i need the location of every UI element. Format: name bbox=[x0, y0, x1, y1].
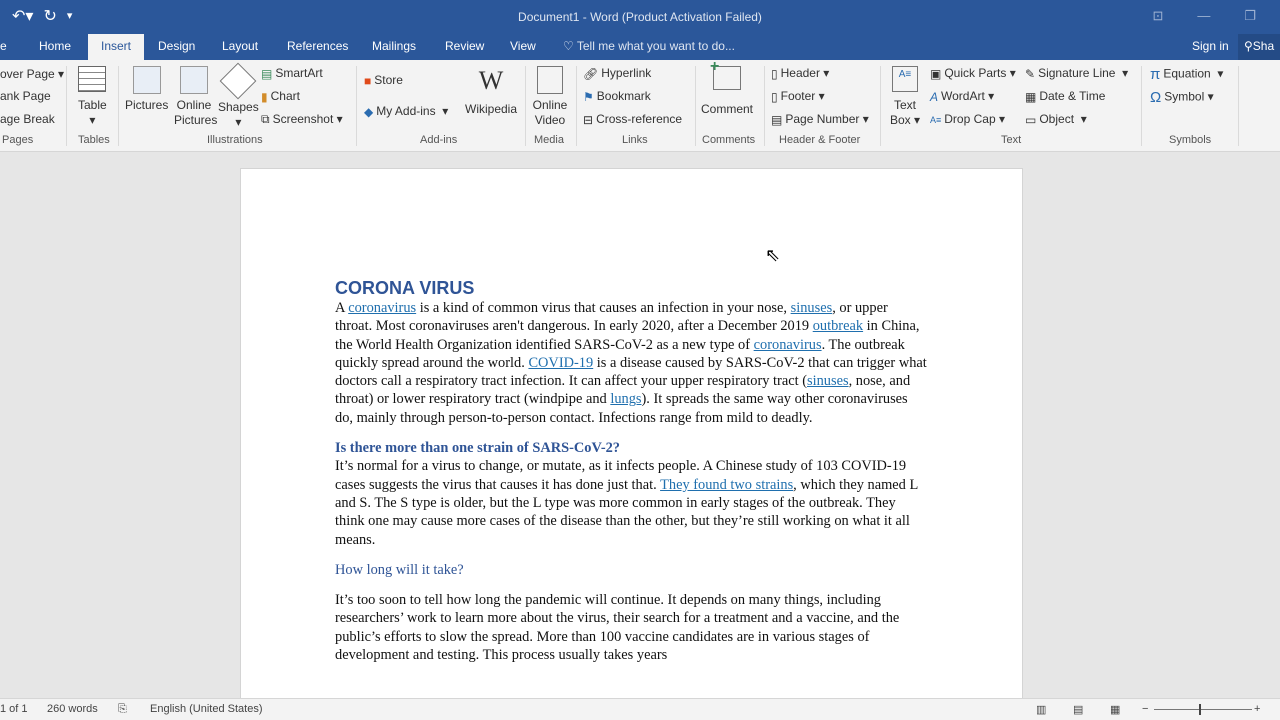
share-button[interactable] bbox=[1238, 34, 1280, 60]
object-icon: ▭ bbox=[1025, 112, 1037, 127]
person-icon: ⚲ bbox=[1244, 39, 1253, 53]
print-layout-icon[interactable]: ▤ bbox=[1073, 704, 1084, 716]
tab-mailings[interactable]: Mailings bbox=[372, 39, 417, 53]
tab-references[interactable]: References bbox=[287, 39, 349, 53]
text-run: . The outbreak quickly spread around the world. bbox=[335, 336, 905, 371]
wordart-button[interactable]: A WordArt ▾ bbox=[930, 89, 995, 104]
read-mode-icon[interactable]: ▥ bbox=[1036, 704, 1047, 716]
tell-me-text: Tell me what you want to do... bbox=[576, 39, 735, 53]
drop-cap-icon: A≡ bbox=[930, 114, 942, 125]
group-label-header-footer: Header & Footer bbox=[779, 134, 861, 146]
tell-me-search[interactable] bbox=[563, 39, 735, 53]
quick-parts-icon: ▣ bbox=[930, 66, 942, 81]
hyperlink-icon: 🔗︎ bbox=[583, 66, 599, 81]
zoom-out-button[interactable]: − bbox=[1142, 703, 1149, 715]
status-bar bbox=[0, 698, 1280, 720]
page-break-button[interactable]: age Break bbox=[0, 112, 55, 126]
heading-how-long: How long will it take? bbox=[335, 561, 464, 578]
sign-in-link[interactable]: Sign in bbox=[1192, 39, 1229, 53]
header-icon: ▯ bbox=[771, 66, 778, 81]
heading-strains: Is there more than one strain of SARS-CoV-2? bbox=[335, 440, 621, 457]
cross-reference-button[interactable]: ⊟ Cross-reference bbox=[583, 112, 683, 127]
mouse-pointer-icon: ⇖ bbox=[765, 245, 781, 265]
store-button[interactable]: ■ Store bbox=[364, 73, 403, 88]
text-box-button[interactable]: A≡ Text Box ▾ bbox=[888, 66, 922, 128]
header-button[interactable]: ▯ Header ▾ bbox=[771, 66, 830, 81]
tab-insert[interactable]: Insert bbox=[88, 34, 144, 60]
bookmark-icon: ⚑ bbox=[583, 89, 594, 104]
group-label-symbols: Symbols bbox=[1169, 134, 1212, 146]
chart-button[interactable]: ▮ Chart bbox=[261, 89, 300, 104]
tab-home[interactable]: Home bbox=[39, 39, 72, 53]
group-label-media: Media bbox=[534, 134, 564, 146]
footer-button[interactable]: ▯ Footer ▾ bbox=[771, 89, 825, 104]
zoom-slider[interactable] bbox=[1154, 709, 1252, 710]
word-count[interactable]: 260 words bbox=[47, 703, 98, 715]
title-bar bbox=[0, 0, 1280, 34]
language[interactable]: English (United States) bbox=[150, 703, 263, 715]
share-label: Sha bbox=[1252, 39, 1275, 53]
text-run: ). It spreads the same way other coronaviruses do, mainly through person-to-person contact. Infections range from mild to deadly. bbox=[335, 391, 908, 426]
redo-icon[interactable]: ↻ bbox=[43, 8, 57, 25]
page-number-icon: ▤ bbox=[771, 112, 783, 127]
text-run: A bbox=[335, 300, 349, 316]
group-label-comments: Comments bbox=[702, 134, 756, 146]
group-label-addins: Add-ins bbox=[420, 134, 458, 146]
omega-icon: Ω bbox=[1150, 89, 1162, 106]
drop-cap-button[interactable]: A≡ Drop Cap ▾ bbox=[930, 112, 1005, 126]
text-run: is a disease caused by SARS-CoV-2 that can trigger what doctors call a respiratory tract infection. It can affect your upper respiratory tract ( bbox=[335, 354, 927, 390]
text-box-icon: A≡ bbox=[892, 66, 918, 92]
group-label-text: Text bbox=[1001, 134, 1022, 146]
signature-line-icon: ✎ bbox=[1025, 66, 1036, 81]
symbol-button[interactable]: Ω Symbol ▾ bbox=[1150, 89, 1214, 106]
hyperlink[interactable]: lungs bbox=[610, 391, 642, 408]
tab-review[interactable]: Review bbox=[445, 39, 485, 53]
store-icon: ■ bbox=[364, 73, 372, 88]
hyperlink[interactable]: outbreak bbox=[812, 318, 864, 335]
paragraph-1 bbox=[335, 299, 927, 427]
group-label-tables: Tables bbox=[78, 134, 110, 146]
zoom-in-button[interactable]: + bbox=[1254, 703, 1261, 715]
table-icon bbox=[78, 66, 106, 92]
paragraph-3 bbox=[335, 591, 927, 664]
comment-button[interactable]: + Comment bbox=[701, 58, 754, 116]
screenshot-icon: ⧉ bbox=[261, 112, 270, 127]
online-pictures-icon bbox=[180, 66, 208, 94]
wordart-icon: A bbox=[930, 89, 939, 104]
tab-layout[interactable]: Layout bbox=[222, 39, 259, 53]
calendar-icon: ▦ bbox=[1025, 89, 1037, 104]
wikipedia-button[interactable]: W Wikipedia bbox=[465, 66, 518, 116]
my-addins-button[interactable]: ◆ My Add-ins ▾ bbox=[364, 104, 449, 119]
smartart-icon: ▤ bbox=[261, 66, 273, 81]
footer-icon: ▯ bbox=[771, 89, 778, 104]
text-run: , which they named L and S. The S type is older, but the L type was more common in early stages of the outbreak. They think one may cause more cases of the disease than the other, but they’re still working on what it all means. bbox=[335, 476, 918, 548]
equation-button[interactable]: π Equation ▾ bbox=[1150, 66, 1224, 83]
shapes-button[interactable]: Shapes ▾ bbox=[218, 66, 259, 130]
page-count[interactable]: 1 of 1 bbox=[0, 703, 28, 715]
table-button[interactable]: Table ▾ bbox=[78, 66, 107, 128]
ribbon-insert bbox=[0, 60, 1280, 152]
smartart-button[interactable]: ▤ SmartArt bbox=[261, 66, 323, 81]
cover-page-button[interactable]: over Page ▾ bbox=[0, 67, 65, 81]
online-pictures-button[interactable]: Online Pictures bbox=[174, 66, 214, 128]
proofing-icon[interactable]: ⎘ bbox=[118, 703, 127, 715]
wikipedia-icon: W bbox=[478, 66, 504, 95]
text-run: , nose, and throat) or lower respiratory tract (windpipe and bbox=[335, 373, 911, 408]
object-button[interactable]: ▭ Object ▾ bbox=[1025, 112, 1087, 127]
group-label-pages: Pages bbox=[2, 134, 34, 146]
window-title: Document1 - Word (Product Activation Failed) bbox=[518, 10, 762, 24]
hyperlink[interactable]: sinuses bbox=[807, 373, 849, 390]
bookmark-button[interactable]: ⚑ Bookmark bbox=[583, 89, 651, 104]
text-run: It’s normal for a virus to change, or mutate, as it infects people. A Chinese study of 103 COVID-19 cases suggests the virus that causes it has done just that. bbox=[335, 458, 907, 493]
quick-parts-button[interactable]: ▣ Quick Parts ▾ bbox=[930, 66, 1016, 81]
page-number-button[interactable]: ▤ Page Number ▾ bbox=[771, 112, 869, 127]
shapes-icon bbox=[220, 63, 257, 100]
pi-icon: π bbox=[1150, 66, 1161, 83]
hyperlink[interactable]: They found two strains bbox=[660, 476, 794, 493]
text-run: It’s too soon to tell how long the pandemic will continue. It depends on many things, including researchers’ work to learn more about the virus, their search for a treatment and a vaccine, and the public’s efforts to slow the spread. More than 100 vaccine candidates are in various stages of development and testing. This process usually takes years bbox=[335, 592, 900, 664]
ribbon-tabs bbox=[0, 34, 1280, 60]
document-page[interactable] bbox=[240, 168, 1023, 708]
web-layout-icon[interactable]: ▦ bbox=[1110, 704, 1121, 716]
document-content[interactable] bbox=[335, 277, 927, 664]
date-time-button[interactable]: ▦ Date & Time bbox=[1025, 89, 1106, 104]
paragraph-2 bbox=[335, 457, 927, 548]
online-video-icon bbox=[537, 66, 563, 94]
comment-icon: + bbox=[713, 66, 741, 90]
tab-view[interactable]: View bbox=[510, 39, 536, 53]
document-area[interactable] bbox=[0, 152, 1280, 698]
hyperlink[interactable]: coronavirus bbox=[753, 336, 822, 353]
lightbulb-icon: ♡ bbox=[563, 39, 577, 53]
blank-page-button[interactable]: ank Page bbox=[0, 89, 51, 103]
text-run: , or upper throat. Most coronaviruses aren't dangerous. In early 2020, after a December 2019 bbox=[335, 300, 888, 335]
tab-design[interactable]: Design bbox=[158, 39, 196, 53]
ribbon-display-icon[interactable]: ⊡ bbox=[1152, 8, 1164, 23]
undo-icon[interactable]: ↶▾ bbox=[12, 8, 34, 25]
text-run: is a kind of common virus that causes an infection in your nose, bbox=[416, 300, 791, 316]
addins-icon: ◆ bbox=[364, 104, 374, 119]
screenshot-button[interactable]: ⧉ Screenshot ▾ bbox=[261, 112, 343, 127]
document-title: CORONA VIRUS bbox=[335, 278, 475, 298]
minimize-icon[interactable]: — bbox=[1197, 8, 1211, 23]
group-label-illustrations: Illustrations bbox=[207, 134, 263, 146]
hyperlink[interactable]: sinuses bbox=[790, 300, 833, 316]
restore-icon[interactable]: ❐ bbox=[1244, 8, 1256, 23]
pictures-icon bbox=[133, 66, 161, 94]
hyperlink[interactable]: coronavirus bbox=[348, 300, 417, 316]
pictures-button[interactable]: Pictures bbox=[125, 66, 168, 113]
zoom-slider-thumb[interactable] bbox=[1199, 704, 1201, 715]
hyperlink[interactable]: COVID-19 bbox=[528, 354, 594, 371]
group-label-links: Links bbox=[622, 134, 648, 146]
cross-reference-icon: ⊟ bbox=[583, 112, 594, 127]
signature-line-button[interactable]: ✎ Signature Line ▾ bbox=[1025, 66, 1129, 81]
tab-file[interactable]: e bbox=[0, 39, 7, 53]
text-run: in China, the World Health Organization identified SARS-CoV-2 as a new type of bbox=[335, 318, 920, 353]
chart-icon: ▮ bbox=[261, 89, 268, 104]
online-video-button[interactable]: Online Video bbox=[532, 66, 568, 128]
customize-qat-icon[interactable]: ▾ bbox=[66, 10, 73, 22]
hyperlink-button[interactable]: 🔗︎ Hyperlink bbox=[583, 66, 652, 81]
